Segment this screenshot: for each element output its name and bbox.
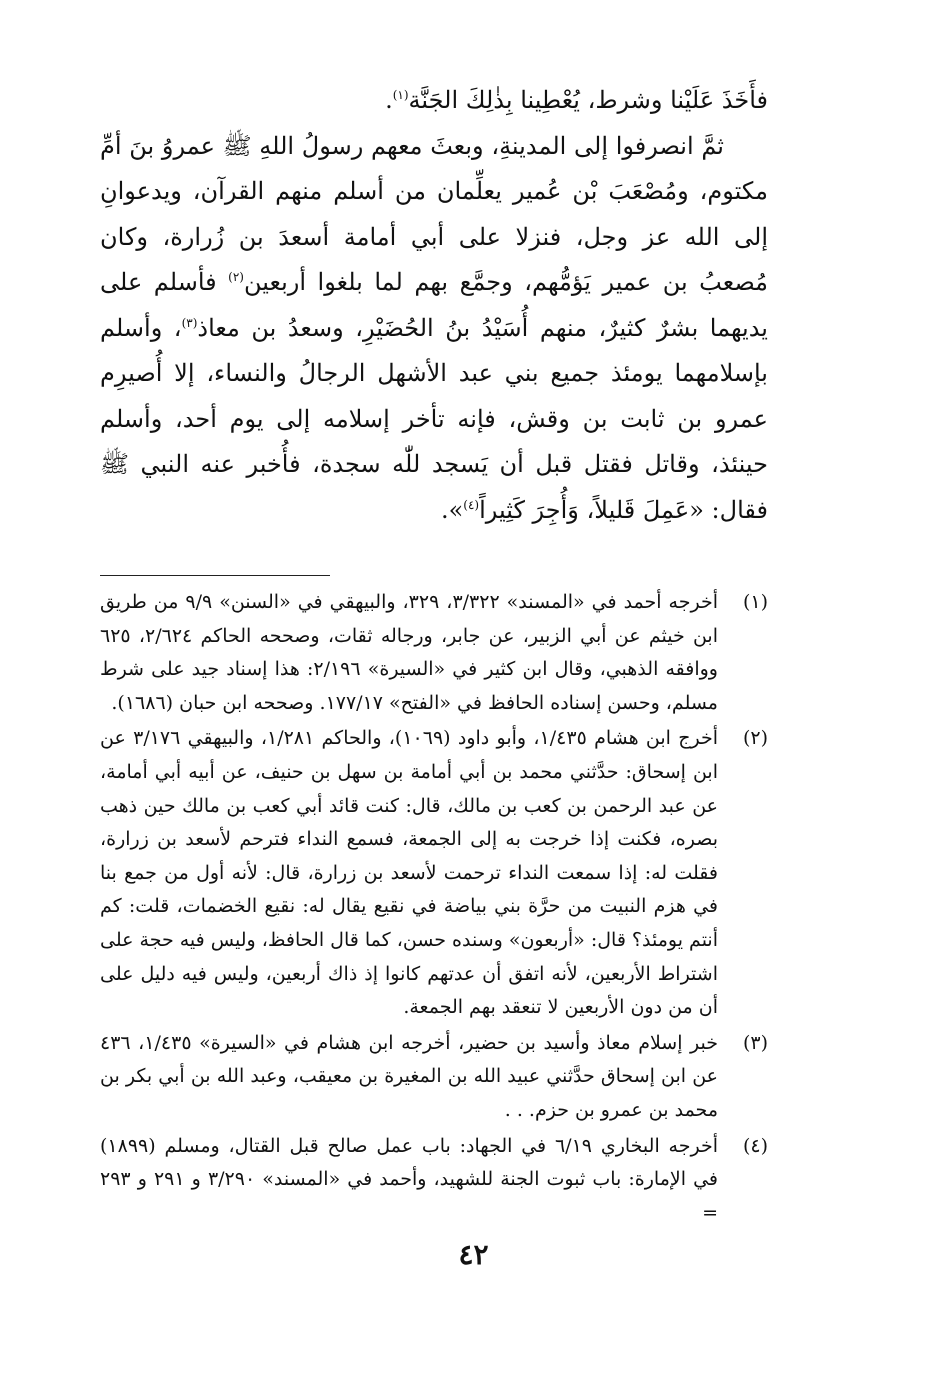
footnote-ref-2: (٢) <box>228 270 244 284</box>
footnote-separator <box>100 575 330 576</box>
paragraph-2-part-2: فأسلم على يديهما بشرٌ كثيرٌ، منهم أُسَيْدُ بنُ الحُضَيْرِ، وسعدُ بن معاذ <box>100 268 768 342</box>
footnote-2-text: أخرج ابن هشام ١/٤٣٥، وأبو داود (١٠٦٩)، والحاكم ١/٢٨١، والبيهقي ٣/١٧٦ عن ابن إسحاق: حدَّثني محمد بن أبي أمامة بن سهل بن حنيف، عن أبيه أبي أمامة، عن عبد الرحمن بن كعب بن مالك، قال: كنت قائد أبي كعب بن مالك حين ذهب بصره، فكنت إذا خرجت به إلى الجمعة، فسمع النداء فترحم لأسعد بن زرارة، فقلت له: إذا سمعت النداء ترحمت لأسعد بن زرارة، قال: لأنه أول من جمع بنا في هزم النبيت من حرَّة بني بياضة في نقيع يقال له: نقيع الخضمات، قلت: كم أنتم يومئذ؟ قال: «أربعون» وسنده حسن، كما قال الحافظ، وليس فيه حجة على اشتراط الأربعين، لأنه اتفق أن عدتهم كانوا إذ ذاك أربعين، وليس فيه دليل على أن من دون الأربعين لا تنعقد بهم الجمعة. <box>100 727 718 1019</box>
paragraph-2-part-4: ». <box>440 495 464 524</box>
footnote-1-text: أخرجه أحمد في «المسند» ٣/٣٢٢، ٣٢٩، والبيهقي في «السنن» ٩/٩ من طريق ابن خيثم عن أبي الزبير، عن جابر، ورجاله ثقات، وصححه الحاكم ٢/٦٢٤، ٦٢٥ ووافقه الذهبي، وقال ابن كثير في «السيرة» ٢/١٩٦: هذا إسناد جيد على شرط مسلم، وحسن إسناده الحافظ في «الفتح» ١٧٧/١٧. وصححه ابن حبان (١٦٨٦). <box>100 591 718 714</box>
page-number: ٤٢ <box>458 1238 489 1271</box>
footnote-4 <box>100 1130 768 1231</box>
paragraph-2 <box>100 124 768 534</box>
page-content <box>100 78 768 1232</box>
footnote-ref-3: (٣) <box>181 315 198 330</box>
paragraph-2-part-3: ، وأسلم بإسلامهما يومئذ جميع بني عبد الأشهل الرجالُ والنساء، إلا أُصيرِم عمرو بن ثابت بن وقش، فإنه تأخر إسلامه إلى يوم أحد، وأسلم حينئذ، وقاتل فقتل قبل أن يَسجد للّٰه سجدة، فأُخبر عنه النبي ﷺ فقال: «عَمِلَ قَليلاً، وَأُجِرَ كَثِيراً <box>100 313 768 524</box>
footnotes <box>100 586 768 1230</box>
paragraph-2-part-1: ثمَّ انصرفوا إلى المدينةِ، وبعثَ معهم رسولُ اللهِ ﷺ عمروُ بنَ أمِّ مكتوم، ومُصْعَبَ بْن عُمير يعلِّمان من أسلم منهم القرآن، ويدعوانِ إلى الله عز وجل، فنزلا على أبي أمامة أسعدَ بن زُرارة، وكان مُصعبُ بن عمير يَؤمُّهم، وجمَّع بهم لما بلغوا أربعين <box>100 131 769 296</box>
footnote-3 <box>100 1027 768 1128</box>
paragraph-1 <box>100 78 768 124</box>
footnote-1-number: (١) <box>742 591 768 613</box>
footnote-2-number: (٢) <box>742 727 768 750</box>
footnote-4-number: (٤) <box>742 1134 768 1157</box>
footnote-2 <box>100 722 768 1024</box>
footnote-3-text: خبر إسلام معاذ وأسيد بن حضير، أخرجه ابن هشام في «السيرة» ١/٤٣٥، ٤٣٦ عن ابن إسحاق حدَّثني عبيد الله بن المغيرة بن معيقب، وعبد الله بن أبي بكر بن محمد بن عمرو بن حزم. . . <box>100 1031 718 1121</box>
paragraph-1-end: . <box>385 86 393 114</box>
footnote-1 <box>100 586 768 720</box>
footnote-ref-4: (٤) <box>463 497 480 512</box>
footnote-3-number: (٣) <box>742 1031 768 1054</box>
main-text <box>100 78 768 533</box>
footnote-ref-1: (١) <box>392 88 409 102</box>
footnote-4-text: أخرجه البخاري ٦/١٩ في الجهاد: باب عمل صالح قبل القتال، ومسلم (١٨٩٩) في الإمارة: باب ثبوت الجنة للشهيد، وأحمد في «المسند» ٣/٢٩٠ و ٢٩١ و ٢٩٣ = <box>100 1134 718 1224</box>
paragraph-1-text: فأَخَذَ عَلَيْنا وشرط، يُعْطِينا بِذٰلِكَ الجَنَّة <box>408 86 768 114</box>
